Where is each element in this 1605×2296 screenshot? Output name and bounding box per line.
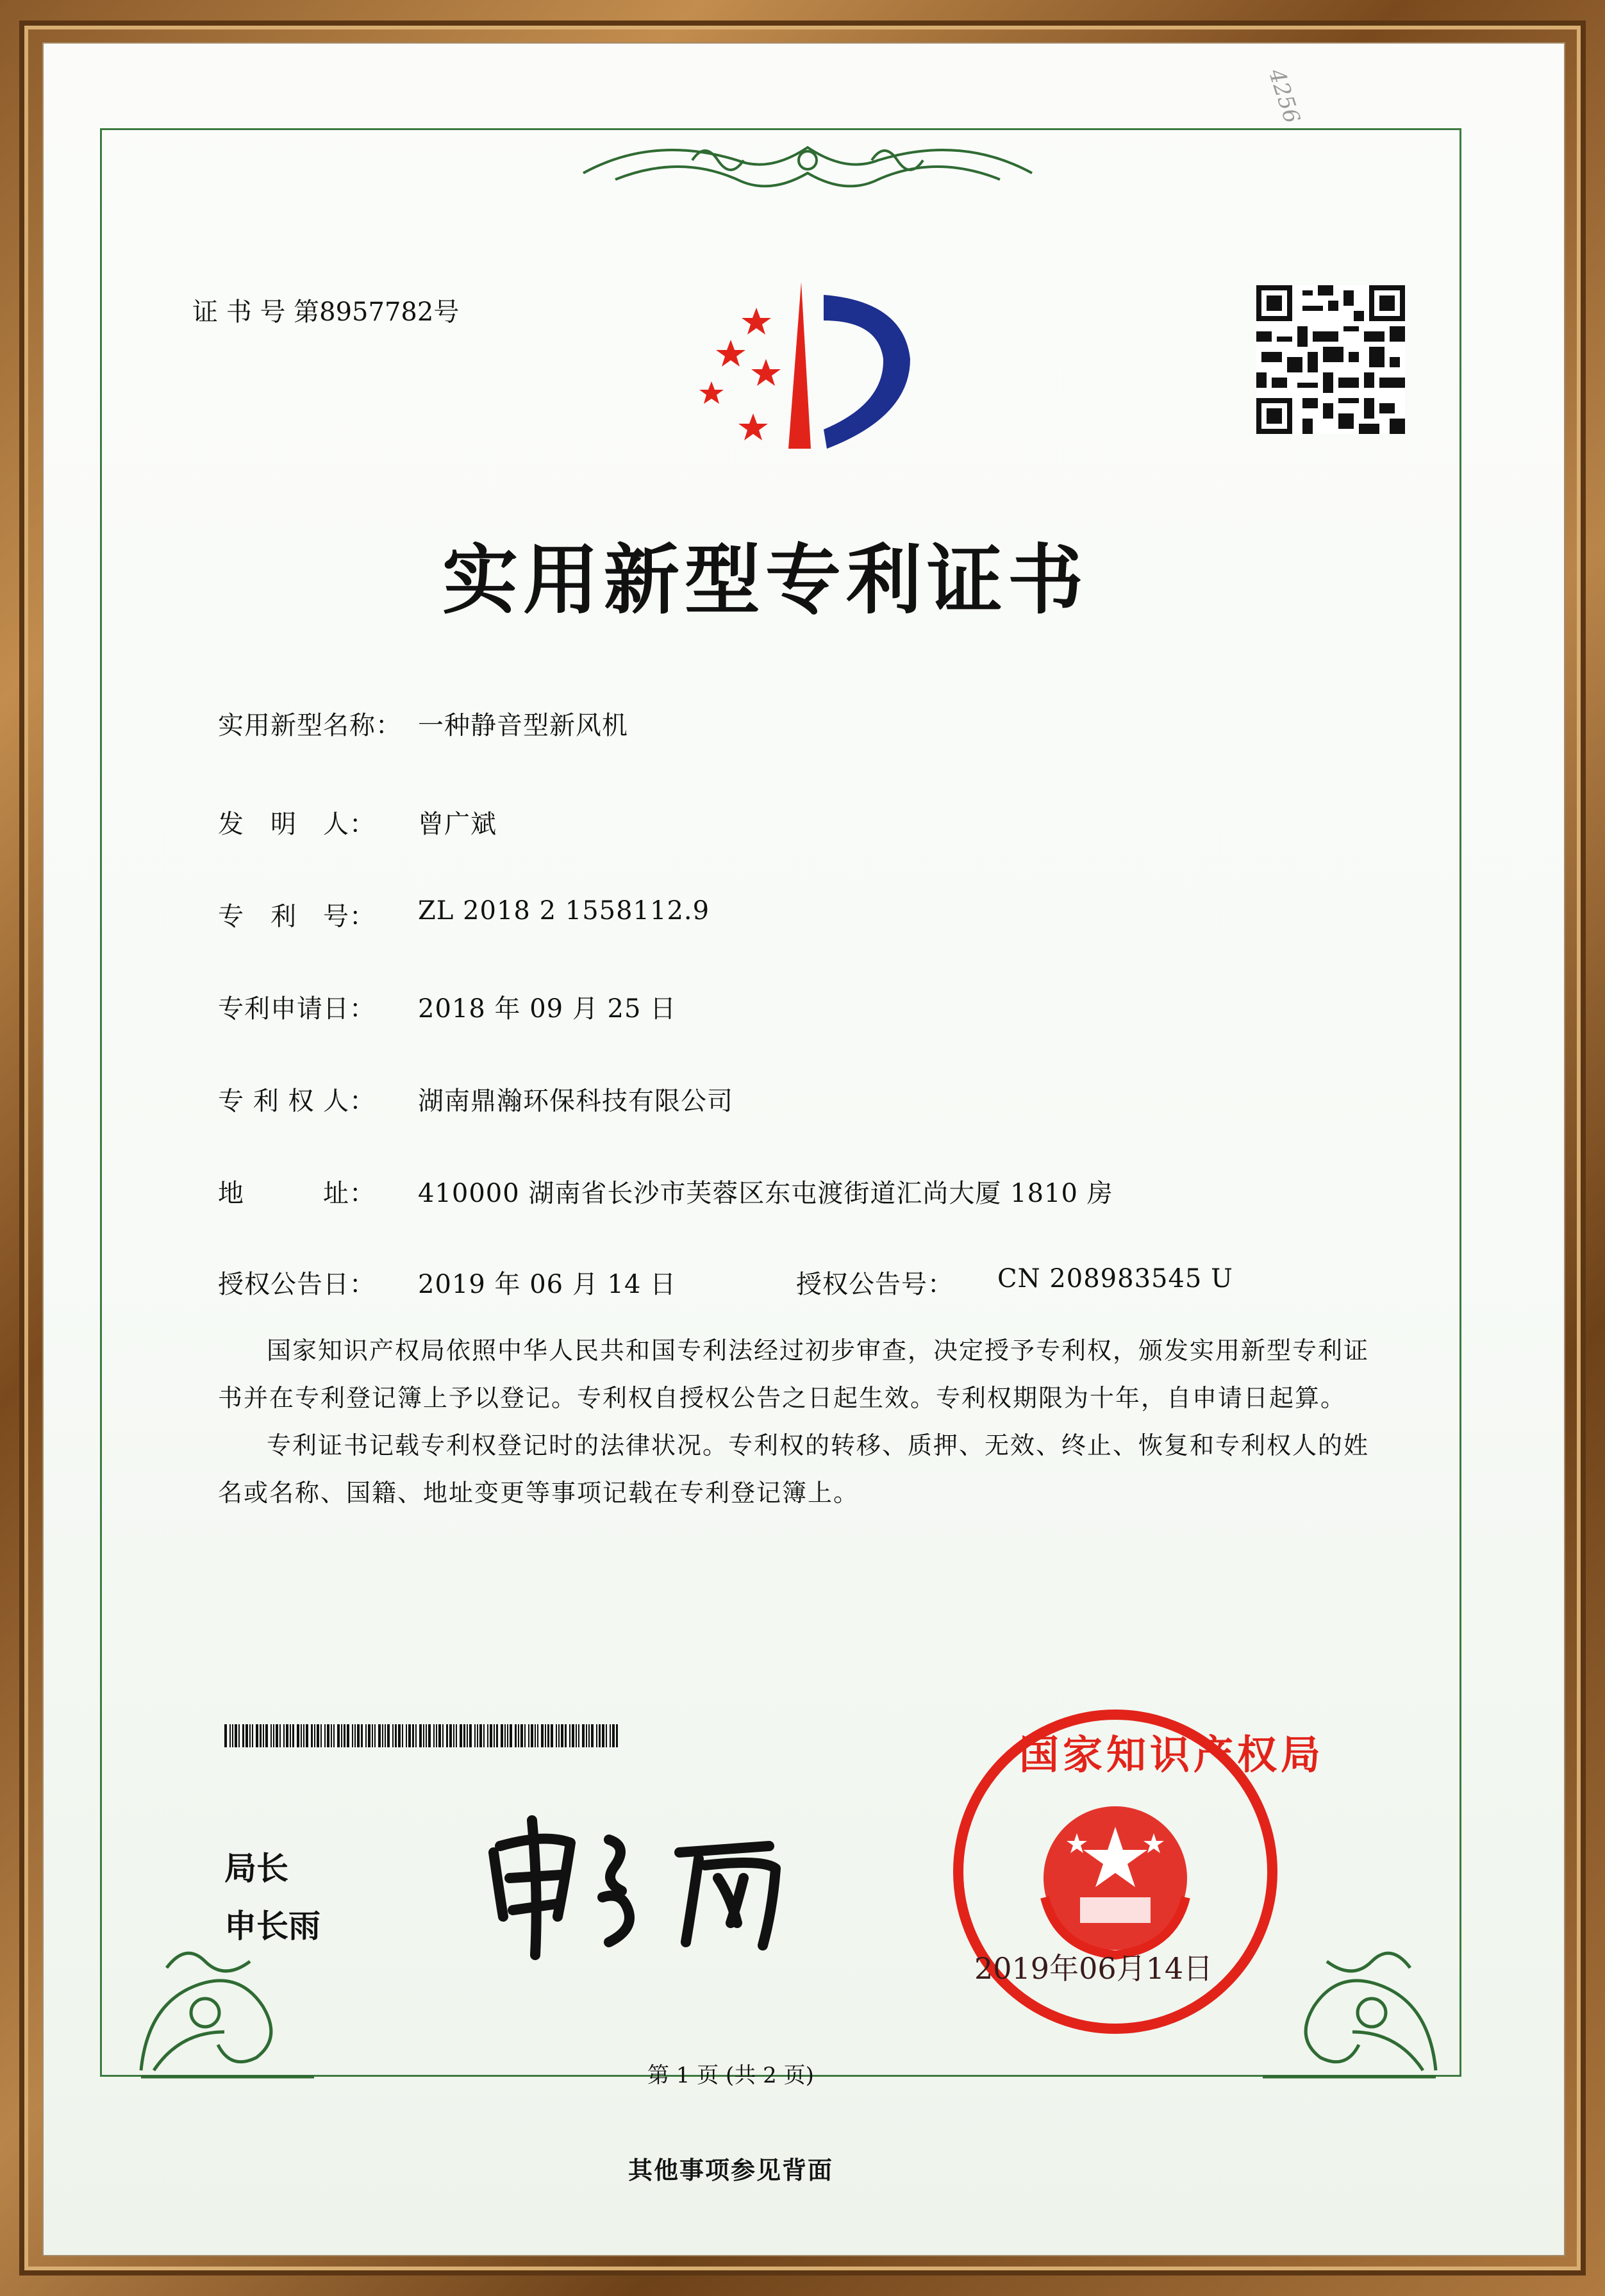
top-ornament-icon bbox=[577, 135, 1038, 205]
page-title: 实用新型专利证书 bbox=[442, 535, 1089, 624]
director-name: 申长雨 bbox=[224, 1908, 320, 1945]
field-value-filing-date: 2018 年 09 月 25 日 bbox=[418, 994, 677, 1024]
official-seal bbox=[949, 1705, 1325, 2038]
patent-office-logo-icon bbox=[692, 269, 936, 455]
seal-date: 2019年06月14日 bbox=[974, 1951, 1213, 1986]
barcode-icon bbox=[224, 1724, 622, 1747]
field-value-patent-no: ZL 2018 2 1558112.9 bbox=[418, 896, 710, 926]
cert-no-value: 8957782 bbox=[319, 297, 434, 327]
field-value-patentee: 湖南鼎瀚环保科技有限公司 bbox=[418, 1086, 733, 1116]
field-label-address: 地 址： bbox=[218, 1179, 376, 1208]
qr-code-icon bbox=[1256, 285, 1405, 434]
field-label-patent-no: 专 利 号： bbox=[218, 902, 376, 931]
field-label-name: 实用新型名称： bbox=[218, 711, 402, 740]
certificate-number bbox=[192, 292, 459, 328]
footer-note: 其他事项参见背面 bbox=[628, 2156, 834, 2184]
field-value-inventor: 曾广斌 bbox=[418, 810, 497, 839]
field-value-address: 410000 湖南省长沙市芙蓉区东屯渡街道汇尚大厦 1810 房 bbox=[418, 1179, 1113, 1208]
field-label-inventor: 发 明 人： bbox=[218, 810, 376, 839]
paragraph-2: 专利证书记载专利权登记时的法律状况。专利权的转移、质押、无效、终止、恢复和专利权人的姓名或名称、国籍、地址变更等事项记载在专利登记簿上。 bbox=[218, 1431, 1370, 1507]
corner-mark: 4256 bbox=[1263, 65, 1305, 127]
field-label-grant-date: 授权公告日： bbox=[218, 1270, 376, 1299]
paragraph-1: 国家知识产权局依照中华人民共和国专利法经过初步审查，决定授予专利权，颁发实用新型专利证书并在专利登记簿上予以登记。专利权自授权公告之日起生效。专利权期限为十年，自申请日起算。 bbox=[218, 1336, 1370, 1412]
field-value-name: 一种静音型新风机 bbox=[418, 711, 628, 740]
field-value-grant-date: 2019 年 06 月 14 日 bbox=[418, 1270, 677, 1299]
bottom-left-ornament-icon bbox=[128, 1929, 320, 2083]
field-label-filing-date: 专利申请日： bbox=[218, 994, 376, 1024]
field-value-grant-no: CN 208983545 U bbox=[997, 1264, 1233, 1294]
director-signature-icon bbox=[474, 1808, 833, 1961]
cert-no-label: 证 书 号 第 bbox=[192, 297, 320, 327]
cert-no-suffix: 号 bbox=[433, 297, 460, 327]
bottom-right-ornament-icon bbox=[1256, 1929, 1449, 2083]
body-text bbox=[218, 1327, 1372, 1517]
seal-text: 国家知识产权局 bbox=[1019, 1731, 1325, 1778]
field-label-patentee: 专 利 权 人： bbox=[218, 1086, 376, 1116]
page-info: 第 1 页 (共 2 页) bbox=[647, 2063, 814, 2088]
field-label-grant-no: 授权公告号： bbox=[796, 1270, 954, 1299]
director-title: 局长 bbox=[224, 1850, 288, 1887]
